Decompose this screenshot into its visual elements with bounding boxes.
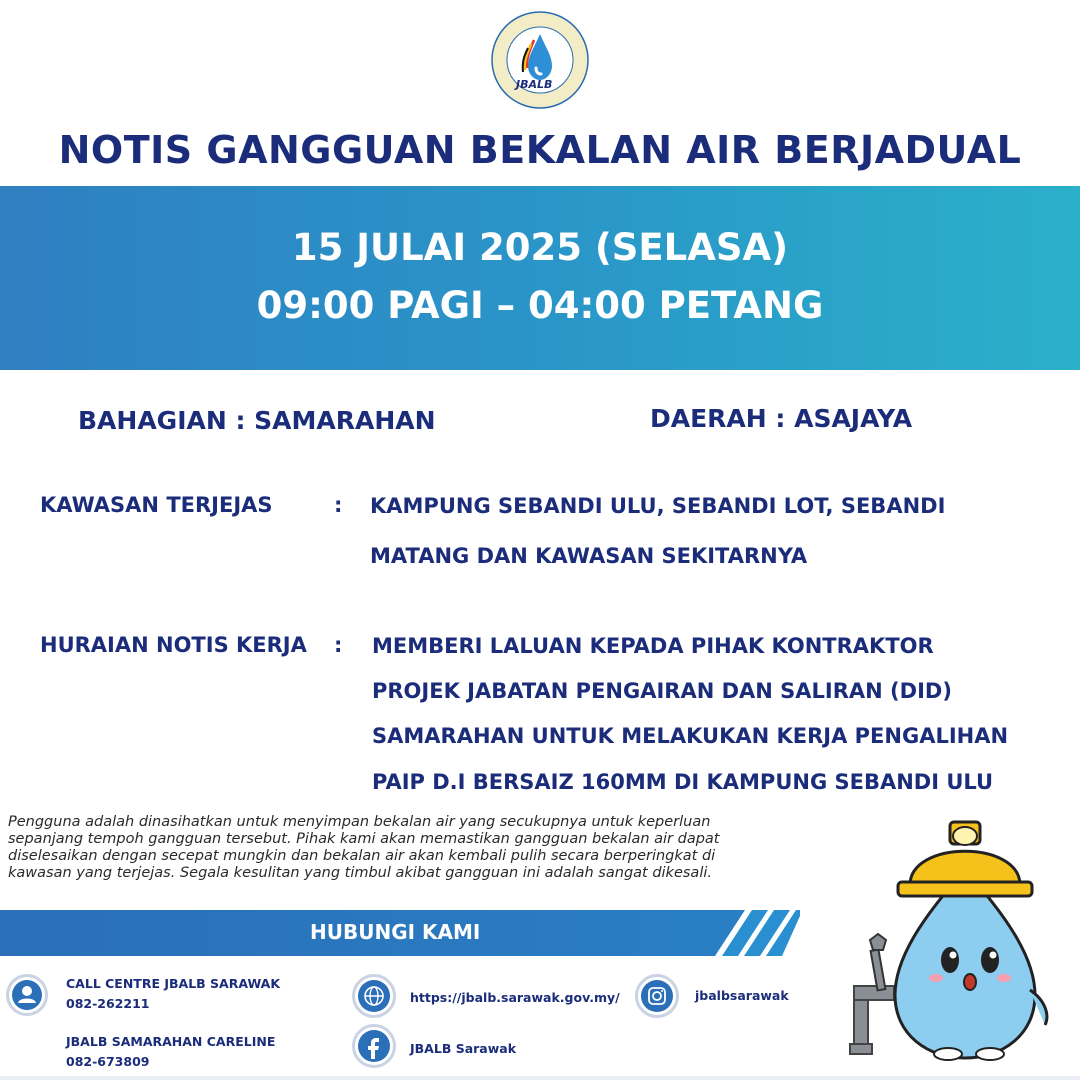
advisory-line: sepanjang tempoh gangguan tersebut. Pihak kami akan memastikan gangguan bekalan air dapat: [8, 831, 720, 847]
logo-short-text: JBALB: [516, 78, 553, 91]
call-centre-label: CALL CENTRE JBALB SARAWAK: [66, 976, 281, 991]
facebook-icon: [352, 1024, 396, 1068]
huraian-line-2: PROJEK JABATAN PENGAIRAN DAN SALIRAN (DID): [372, 679, 952, 703]
huraian-colon: :: [334, 633, 343, 657]
contact-heading: HUBUNGI KAMI: [310, 920, 481, 944]
advisory-line: kawasan yang terjejas. Segala kesulitan yang timbul akibat gangguan ini adalah sangat dikesali.: [8, 865, 712, 881]
huraian-line-1: MEMBERI LALUAN KEPADA PIHAK KONTRAKTOR: [372, 634, 934, 658]
page-title: NOTIS GANGGUAN BEKALAN AIR BERJADUAL: [58, 128, 1022, 172]
jbalb-logo: [490, 10, 590, 110]
instagram-icon: [635, 974, 679, 1018]
schedule-banner: [0, 186, 1080, 370]
careline-phone[interactable]: 082-673809: [66, 1054, 150, 1069]
huraian-line-3: SAMARAHAN UNTUK MELAKUKAN KERJA PENGALIHAN: [372, 724, 1009, 748]
globe-icon: [352, 974, 396, 1018]
huraian-line-4: PAIP D.I BERSAIZ 160MM DI KAMPUNG SEBANDI ULU: [372, 770, 994, 794]
careline-label: JBALB SAMARAHAN CARELINE: [66, 1034, 276, 1049]
schedule-date: 15 JULAI 2025 (SELASA): [291, 226, 789, 269]
kawasan-line-1: KAMPUNG SEBANDI ULU, SEBANDI LOT, SEBANDI: [370, 494, 946, 518]
kawasan-colon: :: [334, 493, 343, 517]
website-link[interactable]: https://jbalb.sarawak.gov.my/: [410, 990, 620, 1005]
instagram-link[interactable]: jbalbsarawak: [695, 988, 789, 1003]
daerah-label: DAERAH : ASAJAYA: [650, 404, 913, 433]
footer-divider: [0, 1076, 1080, 1080]
schedule-time: 09:00 PAGI – 04:00 PETANG: [256, 284, 824, 327]
advisory-note: [8, 814, 798, 882]
water-droplet-mascot: [840, 800, 1070, 1065]
kawasan-label: KAWASAN TERJEJAS: [40, 493, 273, 517]
bahagian-label: BAHAGIAN : SAMARAHAN: [78, 406, 436, 435]
person-icon: [6, 974, 48, 1016]
kawasan-line-2: MATANG DAN KAWASAN SEKITARNYA: [370, 544, 808, 568]
call-centre-phone[interactable]: 082-262211: [66, 996, 150, 1011]
facebook-link[interactable]: JBALB Sarawak: [410, 1041, 517, 1056]
huraian-label: HURAIAN NOTIS KERJA: [40, 633, 307, 657]
advisory-line: Pengguna adalah dinasihatkan untuk menyimpan bekalan air yang secukupnya untuk keperluan: [8, 814, 711, 830]
advisory-line: diselesaikan dengan secepat mungkin dan bekalan air akan kembali pulih secara berperingkat di: [8, 848, 716, 864]
